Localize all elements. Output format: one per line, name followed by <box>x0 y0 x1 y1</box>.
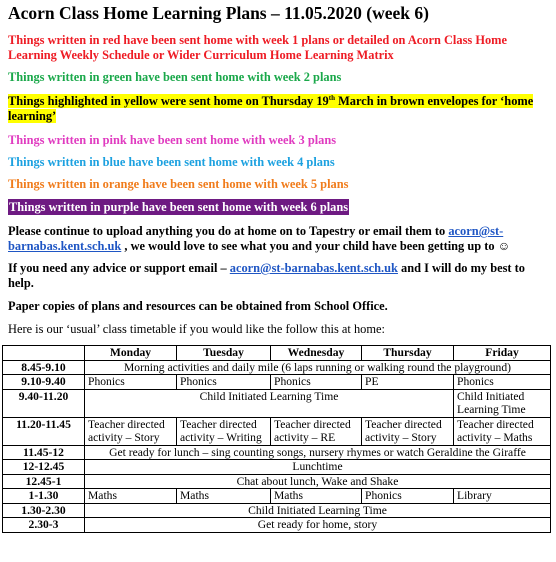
activity-cell: Morning activities and daily mile (6 laps running or walking round the playground) <box>85 360 551 375</box>
note-green-week2: Things written in green have been sent home with week 2 plans <box>8 70 342 84</box>
note-red-week1: Things written in red have been sent home with week 1 plans or detailed on Acorn Class Home Learning Weekly Schedule or Wider Curriculum Home Learning Matrix <box>8 33 507 62</box>
table-row <box>3 375 551 390</box>
time-cell: 12.45-1 <box>3 474 85 489</box>
table-header-row <box>3 346 551 361</box>
note-blue-week4: Things written in blue have been sent home with week 4 plans <box>8 155 335 169</box>
activity-cell: Child Initiated Learning Time <box>454 389 551 417</box>
time-cell: 9.10-9.40 <box>3 375 85 390</box>
support-instructions: If you need any advice or support email – acorn@st-barnabas.kent.sch.uk and I will do my best to help. <box>8 261 525 290</box>
activity-cell: Phonics <box>271 375 362 390</box>
table-row <box>3 445 551 460</box>
activity-cell: Phonics <box>362 489 454 504</box>
time-header <box>3 346 85 361</box>
paper-copies-note: Paper copies of plans and resources can be obtained from School Office. <box>8 299 388 313</box>
day-header: Thursday <box>362 346 454 361</box>
table-row <box>3 417 551 445</box>
time-cell: 11.20-11.45 <box>3 417 85 445</box>
activity-cell: Phonics <box>85 375 177 390</box>
activity-cell: Teacher directed activity – Story <box>85 417 177 445</box>
activity-cell: Maths <box>85 489 177 504</box>
activity-cell: Library <box>454 489 551 504</box>
table-row <box>3 389 551 417</box>
activity-cell: Teacher directed activity – Maths <box>454 417 551 445</box>
activity-cell: Maths <box>177 489 271 504</box>
activity-cell: Teacher directed activity – RE <box>271 417 362 445</box>
note-yellow-envelopes <box>8 94 544 124</box>
activity-cell: Chat about lunch, Wake and Shake <box>85 474 551 489</box>
activity-cell: Get ready for home, story <box>85 518 551 533</box>
activity-cell: Phonics <box>454 375 551 390</box>
purple-highlight-text: Things written in purple have been sent home with week 6 plans <box>9 200 349 214</box>
table-row <box>3 474 551 489</box>
day-header: Tuesday <box>177 346 271 361</box>
time-cell: 11.45-12 <box>3 445 85 460</box>
class-timetable <box>2 345 551 533</box>
email-link[interactable]: acorn@st-barnabas.kent.sch.uk <box>8 224 504 253</box>
table-row <box>3 460 551 475</box>
support-email-link[interactable]: acorn@st-barnabas.kent.sch.uk <box>229 261 398 275</box>
note-pink-week3: Things written in pink have been sent home with week 3 plans <box>8 133 337 147</box>
table-row <box>3 489 551 504</box>
table-row <box>3 518 551 533</box>
time-cell: 9.40-11.20 <box>3 389 85 417</box>
activity-cell: Child Initiated Learning Time <box>85 503 551 518</box>
upload-instructions: Please continue to upload anything you do at home on to Tapestry or email them to acorn@st-barnabas.kent.sch.uk , we would love to see what you and your child have been getting up to ☺ <box>8 224 511 253</box>
yellow-highlight-text: Things highlighted in yellow were sent home on Thursday 19th March in brown envelopes for ‘home learning’ <box>8 93 534 123</box>
note-orange-week5: Things written in orange have been sent home with week 5 plans <box>8 177 349 191</box>
page-title: Acorn Class Home Learning Plans – 11.05.2020 (week 6) <box>8 3 429 23</box>
activity-cell: Maths <box>271 489 362 504</box>
time-cell: 1.30-2.30 <box>3 503 85 518</box>
activity-cell: Lunchtime <box>85 460 551 475</box>
table-row <box>3 360 551 375</box>
activity-cell: Teacher directed activity – Writing <box>177 417 271 445</box>
day-header: Monday <box>85 346 177 361</box>
time-cell: 12-12.45 <box>3 460 85 475</box>
activity-cell: Child Initiated Learning Time <box>85 389 454 417</box>
time-cell: 1-1.30 <box>3 489 85 504</box>
activity-cell: PE <box>362 375 454 390</box>
day-header: Friday <box>454 346 551 361</box>
day-header: Wednesday <box>271 346 362 361</box>
note-purple-week6 <box>8 200 544 215</box>
activity-cell: Teacher directed activity – Story <box>362 417 454 445</box>
activity-cell: Get ready for lunch – sing counting songs, nursery rhymes or watch Geraldine the Giraffe <box>85 445 551 460</box>
time-cell: 8.45-9.10 <box>3 360 85 375</box>
time-cell: 2.30-3 <box>3 518 85 533</box>
table-row <box>3 503 551 518</box>
activity-cell: Phonics <box>177 375 271 390</box>
timetable-intro: Here is our ‘usual’ class timetable if you would like the follow this at home: <box>8 322 385 336</box>
